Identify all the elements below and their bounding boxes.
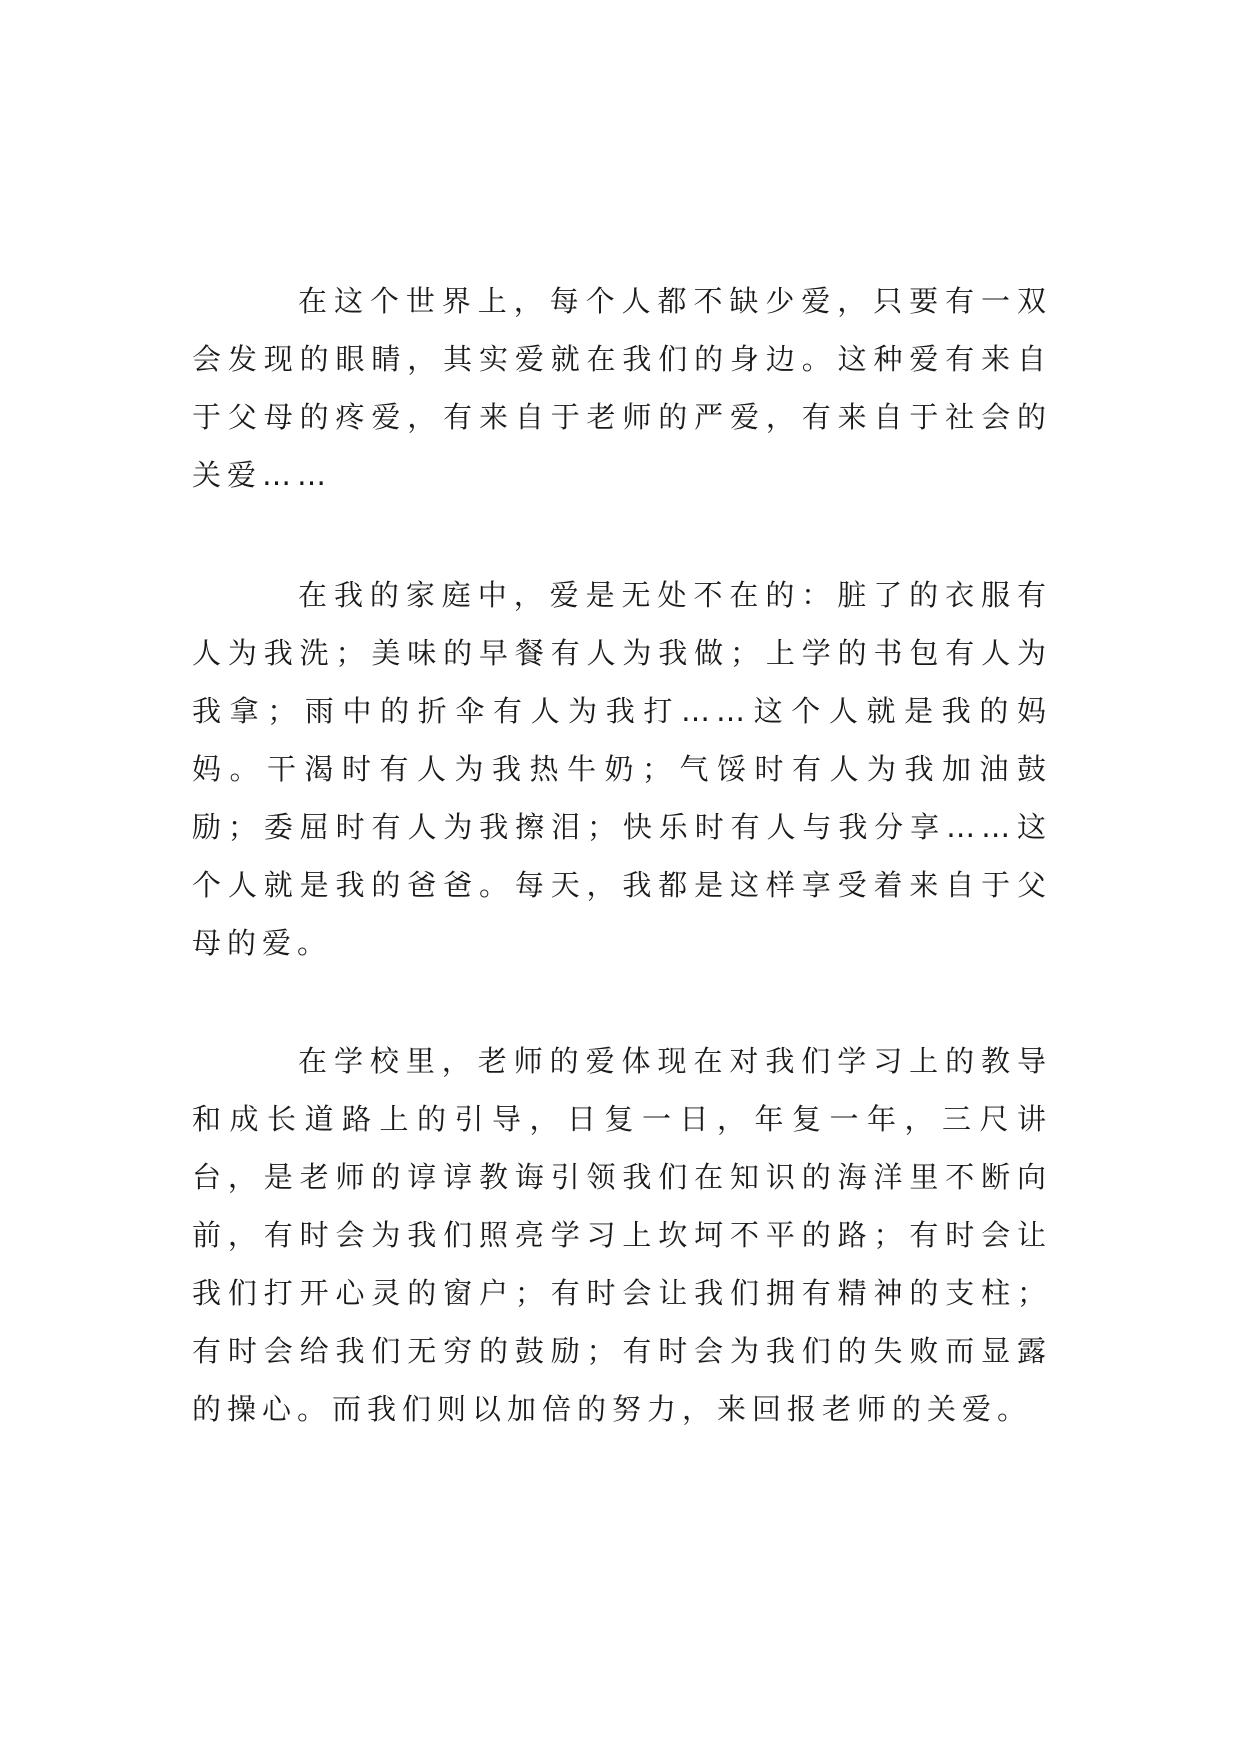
- paragraph-school: 在学校里，老师的爱体现在对我们学习上的教导和成长道路上的引导，日复一日，年复一年，三尺讲台，是老师的谆谆教诲引领我们在知识的海洋里不断向前，有时会为我们照亮学习上坎坷不平的路；有时会让我们打开心灵的窗户；有时会让我们拥有精神的支柱；有时会给我们无穷的鼓励；有时会为我们的失败而显露的操心。而我们则以加倍的努力，来回报老师的关爱。: [192, 1044, 1052, 1426]
- paragraph-intro: 在这个世界上，每个人都不缺少爱，只要有一双会发现的眼睛，其实爱就在我们的身边。这种爱有来自于父母的疼爱，有来自于老师的严爱，有来自于社会的关爱……: [192, 284, 1052, 492]
- paragraph-family: 在我的家庭中，爱是无处不在的：脏了的衣服有人为我洗；美味的早餐有人为我做；上学的书包有人为我拿；雨中的折伞有人为我打……这个人就是我的妈妈。干渴时有人为我热牛奶；气馁时有人为我加油鼓励；委屈时有人为我擦泪；快乐时有人与我分享……这个人就是我的爸爸。每天，我都是这样享受着来自于父母的爱。: [192, 578, 1052, 960]
